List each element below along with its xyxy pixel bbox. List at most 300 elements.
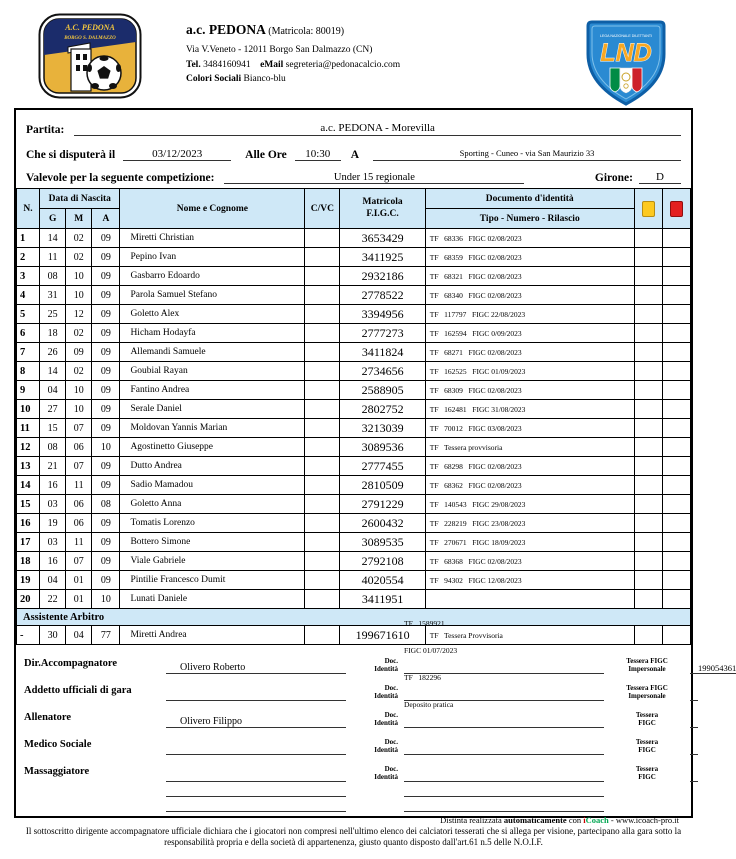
birth-day: 16 <box>40 552 66 571</box>
player-number: 18 <box>17 552 40 571</box>
matricola-line2: F.I.G.C. <box>366 208 399 219</box>
svg-text:LEGA NAZIONALE DILETTANTI: LEGA NAZIONALE DILETTANTI <box>599 34 653 38</box>
birth-year: 09 <box>92 267 120 286</box>
staff-role-label: Medico Sociale <box>24 739 92 750</box>
player-row <box>17 457 691 476</box>
player-cvc <box>305 305 340 324</box>
time-label: Alle Ore <box>245 149 287 161</box>
player-row <box>17 419 691 438</box>
player-documento: TF 117797 FIGC 22/08/2023 <box>425 305 634 324</box>
yellow-card-cell <box>634 248 662 267</box>
birth-month: 07 <box>66 457 92 476</box>
birth-day: 04 <box>40 381 66 400</box>
yellow-card-cell <box>634 324 662 343</box>
player-matricola: 3411951 <box>340 590 425 609</box>
col-header-doc-sub: Tipo - Numero - Rilascio <box>425 209 634 229</box>
lnd-shield-icon <box>576 20 676 106</box>
player-matricola: 2791229 <box>340 495 425 514</box>
date-field: 03/12/2023 <box>123 148 231 161</box>
player-documento: TF 162594 FIGC 0/09/2023 <box>425 324 634 343</box>
tessera-label <box>610 657 684 674</box>
player-matricola: 2778522 <box>340 286 425 305</box>
player-name: Goletto Anna <box>120 495 305 514</box>
tessera-label-line1: Tessera <box>635 710 659 719</box>
birth-year: 09 <box>92 552 120 571</box>
birth-day: 11 <box>40 248 66 267</box>
birth-day: 14 <box>40 362 66 381</box>
staff-tessera-field <box>690 691 698 701</box>
assistant-birth-day: 30 <box>40 626 66 645</box>
club-name: a.c. PEDONA <box>186 22 266 37</box>
col-header-m: M <box>66 209 92 229</box>
tessera-label <box>610 765 684 782</box>
svg-text:BORGO S. DALMAZZO: BORGO S. DALMAZZO <box>64 36 116 41</box>
player-cvc <box>305 552 340 571</box>
player-number: 12 <box>17 438 40 457</box>
matricola-line1: Matricola <box>362 196 403 207</box>
staff-row <box>24 755 683 782</box>
staff-tessera-field <box>690 718 698 728</box>
player-name: Moldovan Yannis Marian <box>120 419 305 438</box>
col-header-red <box>662 189 690 229</box>
birth-year: 09 <box>92 419 120 438</box>
red-card-cell <box>662 438 690 457</box>
player-matricola: 3394956 <box>340 305 425 324</box>
player-row <box>17 571 691 590</box>
competition-label: Valevole per la seguente competizione: <box>26 172 215 184</box>
birth-day: 08 <box>40 267 66 286</box>
birth-month: 02 <box>66 362 92 381</box>
player-cvc <box>305 419 340 438</box>
player-matricola: 2734656 <box>340 362 425 381</box>
player-documento: TF 162525 FIGC 01/09/2023 <box>425 362 634 381</box>
yellow-card-cell <box>634 229 662 248</box>
assistant-documento: TF Tessera Provvisoria <box>425 626 634 645</box>
doc-label-line2: Identità <box>374 745 398 754</box>
player-matricola: 2932186 <box>340 267 425 286</box>
player-number: 1 <box>17 229 40 248</box>
player-cvc <box>305 571 340 590</box>
player-number: 5 <box>17 305 40 324</box>
tessera-label-line1: Tessera <box>635 764 659 773</box>
assistant-birth-month: 04 <box>66 626 92 645</box>
col-header-g: G <box>40 209 66 229</box>
yellow-card-cell <box>634 514 662 533</box>
red-card-cell <box>662 626 690 645</box>
red-card-cell <box>662 552 690 571</box>
yellow-card-cell <box>634 438 662 457</box>
colori-value: Bianco-blu <box>243 74 286 85</box>
birth-year: 10 <box>92 438 120 457</box>
player-row <box>17 495 691 514</box>
birth-month: 10 <box>66 286 92 305</box>
birth-year: 09 <box>92 343 120 362</box>
tessera-label-line1: Tessera FIGC <box>626 656 668 665</box>
staff-name-field: Olivero Filippo <box>166 716 346 728</box>
player-row <box>17 381 691 400</box>
birth-day: 08 <box>40 438 66 457</box>
birth-day: 16 <box>40 476 66 495</box>
birth-year: 09 <box>92 514 120 533</box>
doc-label-line2: Identità <box>374 718 398 727</box>
assistant-name: Miretti Andrea <box>120 626 305 645</box>
tessera-label <box>610 711 684 728</box>
credit-bold: automaticamente <box>503 815 567 825</box>
player-cvc <box>305 286 340 305</box>
red-card-cell <box>662 324 690 343</box>
player-cvc <box>305 590 340 609</box>
birth-month: 12 <box>66 305 92 324</box>
birth-day: 22 <box>40 590 66 609</box>
birth-day: 19 <box>40 514 66 533</box>
player-cvc <box>305 495 340 514</box>
assistant-referee-title: Assistente Arbitro <box>17 609 691 626</box>
partita-label: Partita: <box>26 124 65 136</box>
col-header-matricola <box>340 189 425 229</box>
club-matricola: (Matricola: 80019) <box>268 26 345 37</box>
player-row <box>17 229 691 248</box>
blank-staff-row <box>24 797 683 812</box>
competition-row <box>16 161 691 186</box>
tessera-label <box>610 738 684 755</box>
player-documento: TF 68271 FIGC 02/08/2023 <box>425 343 634 362</box>
yellow-card-cell <box>634 626 662 645</box>
assistant-matricola: 199671610 <box>340 626 425 645</box>
player-name: Pepino Ivan <box>120 248 305 267</box>
birth-day: 14 <box>40 229 66 248</box>
col-header-birth: Data di Nascita <box>40 189 120 209</box>
player-documento: TF 68321 FIGC 02/08/2023 <box>425 267 634 286</box>
icoach-i: i <box>583 815 586 825</box>
player-matricola: 3089536 <box>340 438 425 457</box>
red-card-cell <box>662 305 690 324</box>
player-number: 3 <box>17 267 40 286</box>
birth-day: 27 <box>40 400 66 419</box>
player-documento: TF 140543 FIGC 29/08/2023 <box>425 495 634 514</box>
player-number: 8 <box>17 362 40 381</box>
tel-label: Tel. <box>186 59 201 70</box>
birth-year: 09 <box>92 305 120 324</box>
birth-year: 09 <box>92 400 120 419</box>
blank-name-field <box>166 802 346 812</box>
tessera-label-line2: FIGC <box>638 718 656 727</box>
club-info <box>186 20 400 87</box>
player-name: Bottero Simone <box>120 533 305 552</box>
doc-identita-label <box>352 684 398 701</box>
player-name: Miretti Christian <box>120 229 305 248</box>
email-value: segreteria@pedonacalcio.com <box>285 59 401 70</box>
birth-month: 02 <box>66 248 92 267</box>
club-title <box>186 20 400 41</box>
player-cvc <box>305 457 340 476</box>
birth-day: 15 <box>40 419 66 438</box>
girone-field: D <box>639 171 681 184</box>
staff-name-field <box>166 691 346 701</box>
player-name: Goubial Rayan <box>120 362 305 381</box>
red-card-cell <box>662 381 690 400</box>
yellow-card-cell <box>634 590 662 609</box>
birth-year: 09 <box>92 362 120 381</box>
player-number: 2 <box>17 248 40 267</box>
red-card-icon <box>670 201 683 217</box>
competition-field: Under 15 regionale <box>224 172 524 184</box>
player-row <box>17 438 691 457</box>
player-name: Pintilie Francesco Dumit <box>120 571 305 590</box>
player-row <box>17 286 691 305</box>
birth-day: 25 <box>40 305 66 324</box>
time-field: 10:30 <box>295 148 341 161</box>
player-matricola: 2810509 <box>340 476 425 495</box>
date-label: Che si disputerà il <box>26 149 116 161</box>
at-label: A <box>350 149 360 161</box>
player-documento: TF 270671 FIGC 18/09/2023 <box>425 533 634 552</box>
birth-year: 09 <box>92 476 120 495</box>
player-documento: TF 162481 FIGC 31/08/2023 <box>425 400 634 419</box>
player-cvc <box>305 438 340 457</box>
player-matricola: 2777455 <box>340 457 425 476</box>
svg-text:LND: LND <box>600 39 652 67</box>
club-contacts <box>186 58 400 73</box>
colori-label: Colori Sociali <box>186 74 242 85</box>
birth-year: 08 <box>92 495 120 514</box>
birth-day: 26 <box>40 343 66 362</box>
player-matricola: 3653429 <box>340 229 425 248</box>
player-cvc <box>305 400 340 419</box>
yellow-card-icon <box>642 201 655 217</box>
player-documento: TF 68359 FIGC 02/08/2023 <box>425 248 634 267</box>
girone-label: Girone: <box>594 172 633 184</box>
player-cvc <box>305 362 340 381</box>
blank-name-field <box>166 787 346 797</box>
player-row <box>17 267 691 286</box>
player-documento: TF 68368 FIGC 02/08/2023 <box>425 552 634 571</box>
birth-year: 09 <box>92 571 120 590</box>
red-card-cell <box>662 419 690 438</box>
staff-role-label: Massaggiatore <box>24 766 90 777</box>
red-card-cell <box>662 571 690 590</box>
doc-label-line1: Doc. <box>384 656 398 665</box>
credit-post: - www.icoach-pro.it <box>608 815 679 825</box>
doc-label-line1: Doc. <box>384 764 398 773</box>
player-documento: TF 228219 FIGC 23/08/2023 <box>425 514 634 533</box>
yellow-card-cell <box>634 552 662 571</box>
icoach-rest: Coach <box>585 815 609 825</box>
staff-doc-line2: FIGC 01/07/2023 <box>404 646 458 655</box>
col-header-yellow <box>634 189 662 229</box>
birth-month: 06 <box>66 495 92 514</box>
player-row <box>17 343 691 362</box>
icoach-credit <box>24 812 683 825</box>
birth-month: 11 <box>66 476 92 495</box>
svg-text:A.C. PEDONA: A.C. PEDONA <box>65 23 115 32</box>
birth-day: 03 <box>40 533 66 552</box>
player-name: Allemandi Samuele <box>120 343 305 362</box>
player-row <box>17 533 691 552</box>
player-cvc <box>305 267 340 286</box>
player-matricola: 3213039 <box>340 419 425 438</box>
staff-name-field <box>166 745 346 755</box>
doc-label-line2: Identità <box>374 664 398 673</box>
player-number: 17 <box>17 533 40 552</box>
player-number: 20 <box>17 590 40 609</box>
birth-year: 09 <box>92 229 120 248</box>
player-cvc <box>305 514 340 533</box>
birth-day: 31 <box>40 286 66 305</box>
player-documento: TF 70012 FIGC 03/08/2023 <box>425 419 634 438</box>
col-header-a: A <box>92 209 120 229</box>
partita-field: a.c. PEDONA - Morevilla <box>74 122 681 136</box>
yellow-card-cell <box>634 343 662 362</box>
red-card-cell <box>662 248 690 267</box>
player-name: Sadio Mamadou <box>120 476 305 495</box>
player-cvc <box>305 533 340 552</box>
date-row <box>16 136 691 161</box>
red-card-cell <box>662 229 690 248</box>
birth-month: 07 <box>66 552 92 571</box>
yellow-card-cell <box>634 267 662 286</box>
doc-label-line1: Doc. <box>384 737 398 746</box>
staff-doc-line2: Deposito pratica <box>404 700 454 709</box>
tessera-label-line2: FIGC <box>638 745 656 754</box>
col-header-cvc: C/VC <box>305 189 340 229</box>
assistant-number: - <box>17 626 40 645</box>
player-cvc <box>305 476 340 495</box>
player-documento: TF 68340 FIGC 02/08/2023 <box>425 286 634 305</box>
staff-doc-line1: TF 182296 <box>404 673 441 682</box>
yellow-card-cell <box>634 457 662 476</box>
red-card-cell <box>662 476 690 495</box>
staff-tessera-field <box>690 772 698 782</box>
player-documento: TF 68362 FIGC 02/08/2023 <box>425 476 634 495</box>
player-name: Fantino Andrea <box>120 381 305 400</box>
player-number: 6 <box>17 324 40 343</box>
col-header-documento: Documento d'identità <box>425 189 634 209</box>
yellow-card-cell <box>634 305 662 324</box>
doc-label-line2: Identità <box>374 691 398 700</box>
club-colors <box>186 72 400 87</box>
tessera-label <box>610 684 684 701</box>
player-name: Parola Samuel Stefano <box>120 286 305 305</box>
yellow-card-cell <box>634 533 662 552</box>
player-number: 19 <box>17 571 40 590</box>
player-name: Agostinetto Giuseppe <box>120 438 305 457</box>
red-card-cell <box>662 400 690 419</box>
player-documento: TF Tessera provvisoria <box>425 438 634 457</box>
yellow-card-cell <box>634 476 662 495</box>
birth-day: 21 <box>40 457 66 476</box>
doc-label-line2: Identità <box>374 772 398 781</box>
red-card-cell <box>662 495 690 514</box>
player-matricola: 2792108 <box>340 552 425 571</box>
birth-month: 06 <box>66 514 92 533</box>
birth-month: 01 <box>66 590 92 609</box>
red-card-cell <box>662 343 690 362</box>
player-row <box>17 400 691 419</box>
doc-label-line1: Doc. <box>384 683 398 692</box>
birth-year: 09 <box>92 381 120 400</box>
birth-month: 11 <box>66 533 92 552</box>
player-name: Viale Gabriele <box>120 552 305 571</box>
assistant-birth-year: 77 <box>92 626 120 645</box>
email-label: eMail <box>260 59 284 70</box>
player-name: Dutto Andrea <box>120 457 305 476</box>
player-name: Goletto Alex <box>120 305 305 324</box>
birth-month: 10 <box>66 267 92 286</box>
blank-doc-field <box>404 787 604 797</box>
player-number: 13 <box>17 457 40 476</box>
player-row <box>17 514 691 533</box>
birth-month: 06 <box>66 438 92 457</box>
staff-name-field: Olivero Roberto <box>166 662 346 674</box>
col-header-name: Nome e Cognome <box>120 189 305 229</box>
credit-pre: Distinta realizzata <box>440 815 504 825</box>
doc-identita-label <box>352 738 398 755</box>
player-number: 14 <box>17 476 40 495</box>
player-number: 7 <box>17 343 40 362</box>
red-card-cell <box>662 286 690 305</box>
player-cvc <box>305 381 340 400</box>
player-number: 15 <box>17 495 40 514</box>
player-cvc <box>305 343 340 362</box>
red-card-cell <box>662 533 690 552</box>
player-documento: TF 94302 FIGC 12/08/2023 <box>425 571 634 590</box>
player-documento: TF 68309 FIGC 02/08/2023 <box>425 381 634 400</box>
red-card-cell <box>662 457 690 476</box>
birth-day: 04 <box>40 571 66 590</box>
player-matricola: 4020554 <box>340 571 425 590</box>
venue-field: Sporting - Cuneo - via San Maurizio 33 <box>373 148 681 161</box>
birth-month: 10 <box>66 381 92 400</box>
birth-year: 09 <box>92 457 120 476</box>
player-row <box>17 362 691 381</box>
staff-tessera-field <box>690 745 698 755</box>
player-number: 4 <box>17 286 40 305</box>
yellow-card-cell <box>634 571 662 590</box>
tessera-label-line2: FIGC <box>638 772 656 781</box>
player-documento: TF 68336 FIGC 02/08/2023 <box>425 229 634 248</box>
red-card-cell <box>662 362 690 381</box>
col-header-n: N. <box>17 189 40 229</box>
staff-tessera-field: 199054361 <box>690 663 736 674</box>
player-documento: TF 68298 FIGC 02/08/2023 <box>425 457 634 476</box>
yellow-card-cell <box>634 381 662 400</box>
player-matricola: 3411925 <box>340 248 425 267</box>
player-name: Gasbarro Edoardo <box>120 267 305 286</box>
doc-identita-label <box>352 657 398 674</box>
staff-role-label: Addetto ufficiali di gara <box>24 685 132 696</box>
player-row <box>17 552 691 571</box>
match-sheet <box>14 108 736 825</box>
red-card-cell <box>662 590 690 609</box>
assistant-cvc <box>305 626 340 645</box>
player-cvc <box>305 229 340 248</box>
yellow-card-cell <box>634 400 662 419</box>
club-badge-icon <box>38 13 142 99</box>
birth-month: 02 <box>66 324 92 343</box>
player-cvc <box>305 248 340 267</box>
player-matricola: 2802752 <box>340 400 425 419</box>
birth-month: 10 <box>66 400 92 419</box>
player-name: Lunati Daniele <box>120 590 305 609</box>
player-name: Tomatis Lorenzo <box>120 514 305 533</box>
player-row <box>17 248 691 267</box>
tessera-label-line2: Impersonale <box>628 691 666 700</box>
tel-value: 3484160941 <box>203 59 251 70</box>
player-matricola: 2777273 <box>340 324 425 343</box>
doc-identita-label <box>352 711 398 728</box>
birth-day: 03 <box>40 495 66 514</box>
player-number: 9 <box>17 381 40 400</box>
